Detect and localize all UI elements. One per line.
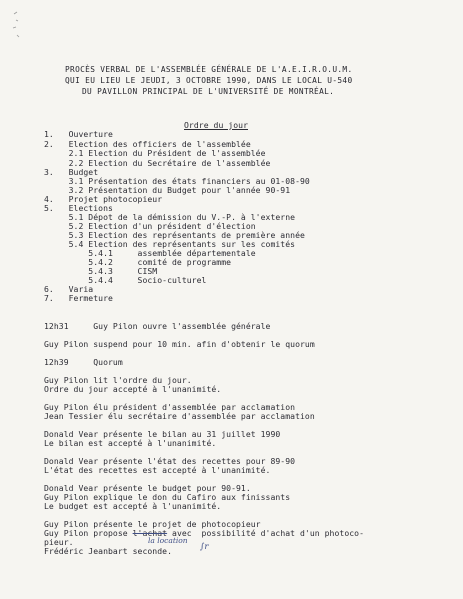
agenda-line: 5.4.2 comité de programme bbox=[44, 257, 232, 267]
minutes-line: Guy Pilon lit l'ordre du jour. bbox=[44, 375, 192, 385]
minutes-line: Guy Pilon suspend pour 10 min. afin d'obtenir le quorum bbox=[44, 339, 315, 349]
agenda-line: 5. Elections bbox=[44, 203, 113, 213]
amended-line-start: Guy Pilon propose bbox=[44, 528, 133, 538]
agenda-line: 6. Varia bbox=[44, 284, 94, 294]
agenda-line: 1. Ouverture bbox=[44, 129, 113, 139]
agenda-title: Ordre du jour bbox=[184, 120, 248, 130]
agenda-line: 5.4.1 assemblée départementale bbox=[44, 248, 256, 258]
minutes-line: 12h39 Quorum bbox=[44, 357, 123, 367]
minutes-line: pieur. bbox=[44, 537, 74, 547]
minutes-line: Ordre du jour accepté à l'unanimité. bbox=[44, 384, 222, 394]
handwritten-insertion: la location bbox=[148, 536, 188, 545]
agenda-line: 5.4.3 CISM bbox=[44, 266, 158, 276]
minutes-line: Guy Pilon explique le don du Cafiro aux finissants bbox=[44, 492, 291, 502]
minutes-line: 12h31 Guy Pilon ouvre l'assemblée générale bbox=[44, 321, 271, 331]
minutes-line: L'état des recettes est accepté à l'unanimité. bbox=[44, 465, 271, 475]
amended-line-end: avec possibilité d'achat d'un photoco- bbox=[167, 528, 365, 538]
header-line-3: DU PAVILLON PRINCIPAL DE L'UNIVERSITÉ DE MONTRÉAL. bbox=[82, 87, 335, 96]
minutes-line: Frédéric Jeanbart seconde. bbox=[44, 546, 172, 556]
struck-word: l'achat bbox=[132, 528, 168, 538]
minutes-line: Jean Tessier élu secrétaire d'assemblée par acclamation bbox=[44, 411, 315, 421]
agenda-line: 5.3 Election des représentants de première année bbox=[44, 230, 305, 240]
minutes-line: Le bilan est accepté à l'unanimité. bbox=[44, 438, 217, 448]
staple-marks bbox=[0, 0, 40, 60]
agenda-line: 2.1 Election du Président de l'assemblée bbox=[44, 148, 266, 158]
minutes-line-amended bbox=[44, 529, 364, 537]
handwritten-mark: ∫r bbox=[200, 542, 209, 552]
agenda-line: 3. Budget bbox=[44, 167, 99, 177]
agenda-line: 5.4.4 Socio-culturel bbox=[44, 275, 207, 285]
minutes-line: Donald Vear présente l'état des recettes pour 89-90 bbox=[44, 456, 296, 466]
header-line-2: QUI EU LIEU LE JEUDI, 3 OCTOBRE 1990, DANS LE LOCAL U-540 bbox=[65, 76, 353, 85]
agenda-line: 3.1 Présentation des états financiers au 01-08-90 bbox=[44, 176, 310, 186]
agenda-line: 2. Election des officiers de l'assemblée bbox=[44, 139, 251, 149]
agenda-line: 5.4 Election des représentants sur les comités bbox=[44, 239, 296, 249]
agenda-line: 4. Projet photocopieur bbox=[44, 194, 163, 204]
agenda-line: 2.2 Election du Secrétaire de l'assemblée bbox=[44, 158, 271, 168]
minutes-line: Le budget est accepté à l'unanimité. bbox=[44, 501, 222, 511]
agenda-line: 7. Fermeture bbox=[44, 293, 113, 303]
minutes-line: Guy Pilon présente le projet de photocopieur bbox=[44, 519, 261, 529]
minutes-line: Donald Vear présente le budget pour 90-91. bbox=[44, 483, 251, 493]
agenda-line: 5.2 Election d'un président d'élection bbox=[44, 221, 256, 231]
agenda-line: 3.2 Présentation du Budget pour l'année 90-91 bbox=[44, 185, 291, 195]
agenda-line: 5.1 Dépot de la démission du V.-P. à l'externe bbox=[44, 212, 296, 222]
header-line-1: PROCÈS VERBAL DE L'ASSEMBLÉE GÉNÉRALE DE L'A.E.I.R.O.U.M. bbox=[65, 65, 353, 74]
minutes-line: Guy Pilon élu président d'assemblée par acclamation bbox=[44, 402, 296, 412]
minutes-line: Donald Vear présente le bilan au 31 juillet 1990 bbox=[44, 429, 281, 439]
